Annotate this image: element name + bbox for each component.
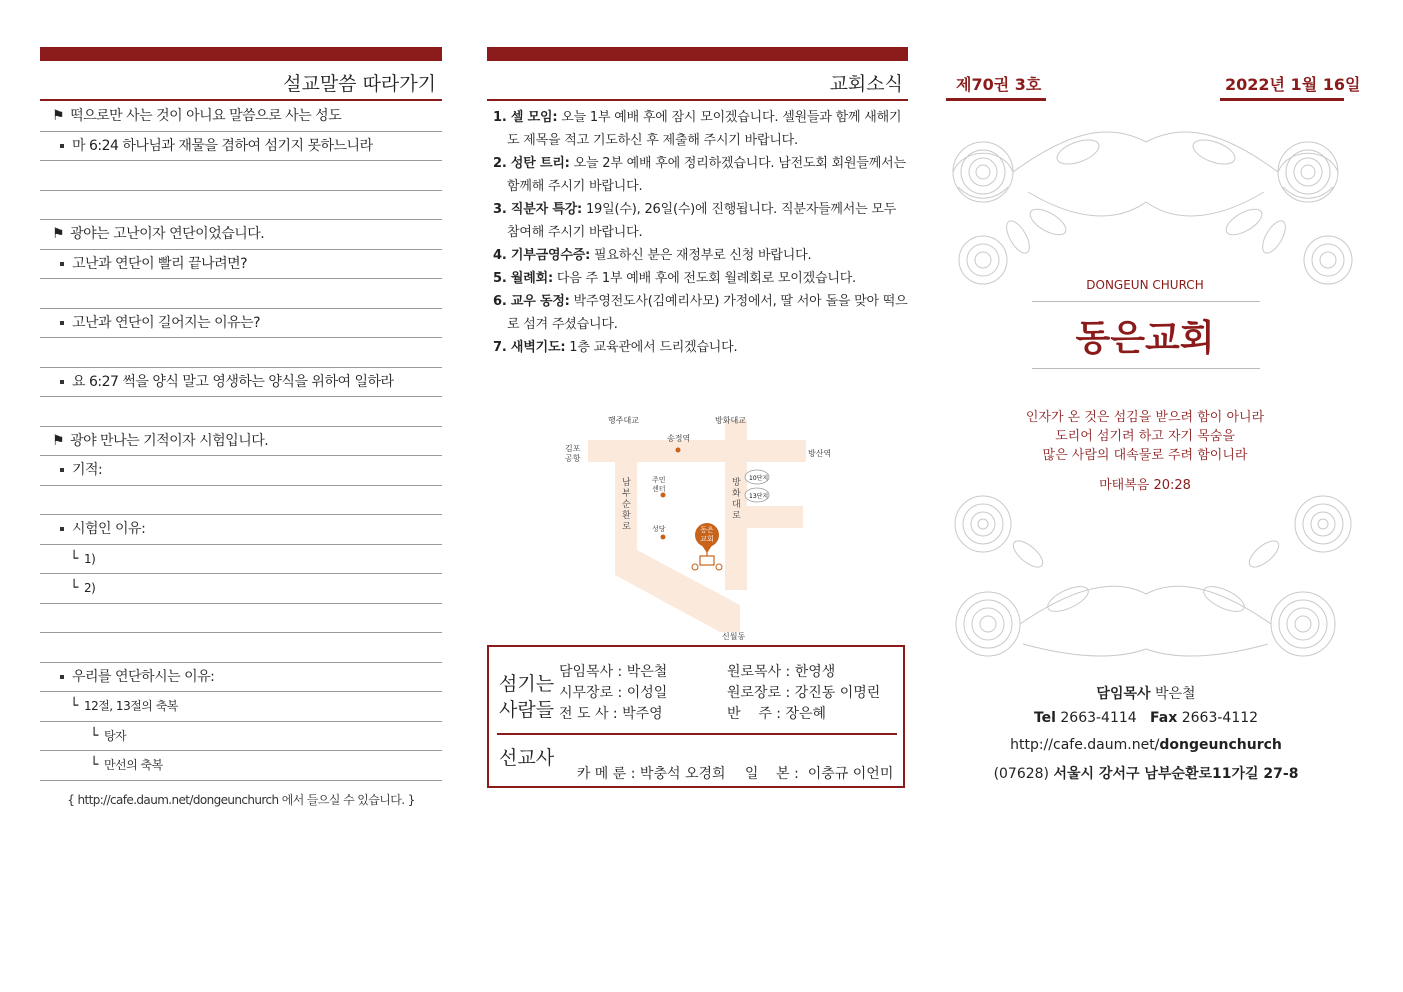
map-label-gimpo: 김포 공항 <box>565 444 581 463</box>
staff-name: 박은철 <box>626 664 668 680</box>
website-path: dongeunchurch <box>1159 737 1282 753</box>
news-title: 교회소식 <box>829 73 903 95</box>
news-item-number: 5. <box>493 271 511 286</box>
website-link[interactable] <box>930 737 1362 753</box>
volume-rule <box>946 98 1046 101</box>
bullet-icon <box>60 321 64 325</box>
sub-item-icon: └ <box>90 727 98 744</box>
staff-colon: : <box>608 706 623 722</box>
bullet-icon <box>60 380 64 384</box>
missionary-heading: 선교사 <box>499 747 555 769</box>
staff-name: 강진동 이명린 <box>794 685 881 701</box>
sermon-row-text: 12절, 13절의 축복 <box>83 699 178 713</box>
sermon-row-text: 광야 만나는 기적이자 시험입니다. <box>70 432 269 449</box>
church-name-en: DONGEUN CHURCH <box>1086 278 1204 292</box>
tel-number: 2663-4114 <box>1060 710 1137 726</box>
sermon-row <box>40 604 442 633</box>
sermon-row <box>40 427 442 456</box>
staff-heading <box>499 671 554 723</box>
sermon-title: 설교말씀 따라가기 <box>283 73 436 95</box>
news-item-body: 다음 주 1부 예배 후에 전도회 월례회로 모이겠습니다. <box>553 271 856 286</box>
sub-item-icon: └ <box>90 757 98 773</box>
sermon-row-text: 탕자 <box>103 728 127 743</box>
news-item-number: 3. <box>493 202 511 217</box>
verse-reference: 마태복음 20:28 <box>1099 478 1191 493</box>
news-item-heading: 직분자 특강: <box>510 202 583 217</box>
staff-heading-line1: 섬기는 <box>499 673 555 695</box>
missionary-1-colon: : <box>626 766 640 782</box>
sermon-row-text: 광야는 고난이자 연단이었습니다. <box>70 226 265 242</box>
bullet-icon <box>60 527 64 531</box>
street-address: 서울시 강서구 남부순환로11가길 27-8 <box>1053 766 1299 782</box>
bullet-icon <box>60 144 64 148</box>
sermon-row-text: 2) <box>83 581 96 595</box>
sermon-row-text: 1) <box>83 551 96 566</box>
church-name-ko: 동은교회 <box>1075 318 1215 359</box>
sermon-row <box>40 397 442 426</box>
map-label-banghwa-bridge: 방화대교 <box>715 416 746 425</box>
news-top-bar <box>487 47 908 61</box>
sermon-row <box>40 250 442 279</box>
sermon-row <box>40 220 442 249</box>
sermon-row-text: 우리를 연단하시는 이유: <box>72 668 215 685</box>
sermon-row <box>40 722 442 751</box>
news-title-rule <box>487 99 908 101</box>
missionary-row-2 <box>727 747 893 799</box>
volume-label: 제70권 3호 <box>956 75 1042 94</box>
contact-line <box>930 710 1362 726</box>
staff-colon: : <box>781 664 795 680</box>
verse-line-3: 많은 사람의 대속물로 주려 함이니라 <box>1042 448 1248 463</box>
staff-colon: : <box>771 706 786 722</box>
map-label-banghwa-road: 방 화 대 로 <box>732 478 741 521</box>
sermon-row <box>40 102 442 131</box>
staff-role: 원로장로 <box>727 685 782 701</box>
sermon-row-text: 만선의 축복 <box>103 758 163 772</box>
verse-block <box>980 408 1310 495</box>
news-item-heading: 교우 동정: <box>510 294 570 309</box>
map-label-bangsan: 방산역 <box>808 449 832 458</box>
map-label-nambu: 남 부 순 환 로 <box>622 478 631 532</box>
cathedral-pin <box>661 535 666 540</box>
news-list <box>493 106 909 359</box>
map-label-songjeong: 송정역 <box>667 434 691 443</box>
staff-row <box>727 683 880 704</box>
sermon-row-rule <box>40 780 442 781</box>
bullet-icon <box>60 675 64 679</box>
staff-name: 이성일 <box>626 685 668 701</box>
pastor-label: 담임목사 <box>1096 686 1151 702</box>
verse-line-2: 도리어 섬기려 하고 자기 목숨을 <box>1055 429 1235 444</box>
flag-icon: ⚑ <box>52 226 65 242</box>
news-item-body: 필요하신 분은 재정부로 신청 바랍니다. <box>590 248 812 263</box>
missionary-1-names: 박충석 오경희 <box>639 766 726 782</box>
staff-name: 장은혜 <box>785 706 827 722</box>
staff-role: 담임목사 <box>559 664 614 680</box>
svg-text:동은: 동은 <box>700 526 714 534</box>
website-prefix: http://cafe.daum.net/ <box>1010 737 1160 753</box>
address-line <box>930 763 1362 783</box>
sub-item-icon: └ <box>70 698 78 714</box>
news-item-number: 2. <box>493 156 511 171</box>
pastor-name: 박은철 <box>1154 686 1196 702</box>
sermon-row <box>40 161 442 190</box>
staff-colon: : <box>781 685 795 701</box>
tel-label: Tel <box>1033 710 1056 726</box>
staff-row <box>559 683 667 704</box>
sermon-title-rule <box>40 99 442 101</box>
missionary-row <box>559 747 726 799</box>
zip-code: (07628) <box>993 766 1050 782</box>
sermon-row-text: 요 6:27 썩을 양식 말고 영생하는 양식을 위하여 일하라 <box>72 373 394 390</box>
staff-row <box>559 662 667 683</box>
rose-ornament-top <box>928 112 1364 287</box>
staff-role: 원로목사 <box>727 664 782 680</box>
fax-label: Fax <box>1150 710 1178 726</box>
staff-colon: : <box>613 685 627 701</box>
sermon-row-text: 고난과 연단이 길어지는 이유는? <box>72 314 261 331</box>
bullet-icon <box>60 468 64 472</box>
map-label-center: 주민 센터 <box>652 476 666 493</box>
sermon-row <box>40 368 442 397</box>
missionary-2-colon: : <box>789 766 808 782</box>
issue-date: 2022년 1월 16일 <box>1225 75 1361 94</box>
news-item-heading: 월례회: <box>510 271 553 286</box>
flag-icon: ⚑ <box>52 108 65 124</box>
sermon-row <box>40 486 442 515</box>
sermon-row <box>40 279 442 308</box>
map-label-danji10: 10단지 <box>749 475 769 482</box>
staff-row <box>727 704 880 725</box>
sermon-row <box>40 633 442 662</box>
news-item-body: 오늘 1부 예배 후에 잠시 모이겠습니다. 셀원들과 함께 새해기도 제목을 적고 기도하신 후 제출해 주시기 바랍니다. <box>507 110 902 148</box>
staff-right-list <box>727 662 880 725</box>
sermon-row <box>40 574 442 603</box>
verse-line-1: 인자가 온 것은 섬김을 받으려 함이 아니라 <box>1025 410 1265 425</box>
fax-number: 2663-4112 <box>1181 710 1259 726</box>
news-item-number: 4. <box>493 248 511 263</box>
sermon-row <box>40 751 442 780</box>
sermon-row <box>40 338 442 367</box>
sermon-row-text: 시험인 이유: <box>72 521 146 537</box>
news-item-heading: 기부금영수증: <box>510 248 591 263</box>
news-item-heading: 셀 모임: <box>510 110 558 125</box>
sermon-row <box>40 309 442 338</box>
sermon-row <box>40 132 442 161</box>
news-item <box>493 152 909 198</box>
sermon-row <box>40 692 442 721</box>
sub-item-icon: └ <box>70 580 78 596</box>
news-item <box>493 198 909 244</box>
svg-text:교회: 교회 <box>700 535 714 543</box>
sermon-row-text: 고난과 연단이 빨리 끝나려면? <box>72 255 248 272</box>
staff-heading-line2: 사람들 <box>499 699 555 721</box>
map-label-sinwol: 신월동 <box>722 632 746 641</box>
staff-role: 반 주 <box>727 706 772 722</box>
church-name-rule-bottom <box>1032 368 1260 369</box>
church-pin <box>692 523 722 570</box>
sermon-row-text: 기적: <box>72 462 103 478</box>
sub-item-icon: └ <box>70 550 78 567</box>
staff-name: 한영생 <box>794 664 836 680</box>
staff-role: 전 도 사 <box>559 706 609 722</box>
sermon-row <box>40 191 442 220</box>
news-item-number: 1. <box>493 110 511 125</box>
staff-colon: : <box>613 664 627 680</box>
center-pin <box>661 493 666 498</box>
date-rule <box>1220 98 1344 101</box>
staff-role: 시무장로 <box>559 685 614 701</box>
news-item-body: 박주영전도사(김예리사모) 가정에서, 딸 서아 돌을 맞아 떡으로 섬겨 주셨습니다. <box>507 294 908 332</box>
news-item-body: 1층 교육관에서 드리겠습니다. <box>565 340 738 355</box>
missionary-2-place: 일 본 <box>744 766 790 782</box>
pastor-line <box>930 683 1362 703</box>
sermon-footer: { http://cafe.daum.net/dongeunchurch 에서 들으실 수 있습니다. } <box>67 793 415 807</box>
sermon-row <box>40 456 442 485</box>
news-item <box>493 106 909 152</box>
staff-divider <box>497 733 897 735</box>
news-item-number: 7. <box>493 340 511 355</box>
map-label-cathedral: 성당 <box>652 525 666 533</box>
news-item <box>493 244 909 267</box>
flag-icon: ⚑ <box>52 432 65 449</box>
sermon-row-text: 떡으로만 사는 것이 아니요 말씀으로 사는 성도 <box>70 108 342 124</box>
map-label-haengju: 행주대교 <box>608 416 639 425</box>
church-location-map <box>560 410 850 645</box>
missionary-1-place: 카 메 룬 <box>576 766 627 782</box>
staff-box <box>487 645 905 788</box>
map-label-danji13: 13단지 <box>749 493 769 500</box>
news-item-heading: 새벽기도: <box>510 340 566 355</box>
bullet-icon <box>60 262 64 266</box>
news-item <box>493 267 909 290</box>
news-item-body: 오늘 2부 예배 후에 정리하겠습니다. 남전도회 회원들께서는 함께해 주시기 바랍니다. <box>507 156 906 194</box>
sermon-row <box>40 515 442 544</box>
news-item-heading: 성탄 트리: <box>510 156 570 171</box>
staff-row <box>559 704 667 725</box>
missionary-2-names: 이충규 이언미 <box>807 766 894 782</box>
news-item <box>493 290 909 336</box>
staff-left-list <box>559 662 667 725</box>
sermon-top-bar <box>40 47 442 61</box>
staff-name: 박주영 <box>622 706 663 722</box>
news-item-body: 19일(수), 26일(수)에 진행됩니다. 직분자들께서는 모두 참여해 주시기 바랍니다. <box>507 202 897 240</box>
church-name-rule-top <box>1032 301 1260 302</box>
sermon-row <box>40 545 442 574</box>
news-item-number: 6. <box>493 294 511 309</box>
rose-ornament-bottom <box>928 484 1364 662</box>
staff-row <box>727 662 880 683</box>
sermon-row <box>40 663 442 692</box>
news-item <box>493 336 909 359</box>
songjeong-station-pin <box>676 448 681 453</box>
sermon-row-text: 마 6:24 하나님과 재물을 겸하여 섬기지 못하느니라 <box>72 137 373 154</box>
